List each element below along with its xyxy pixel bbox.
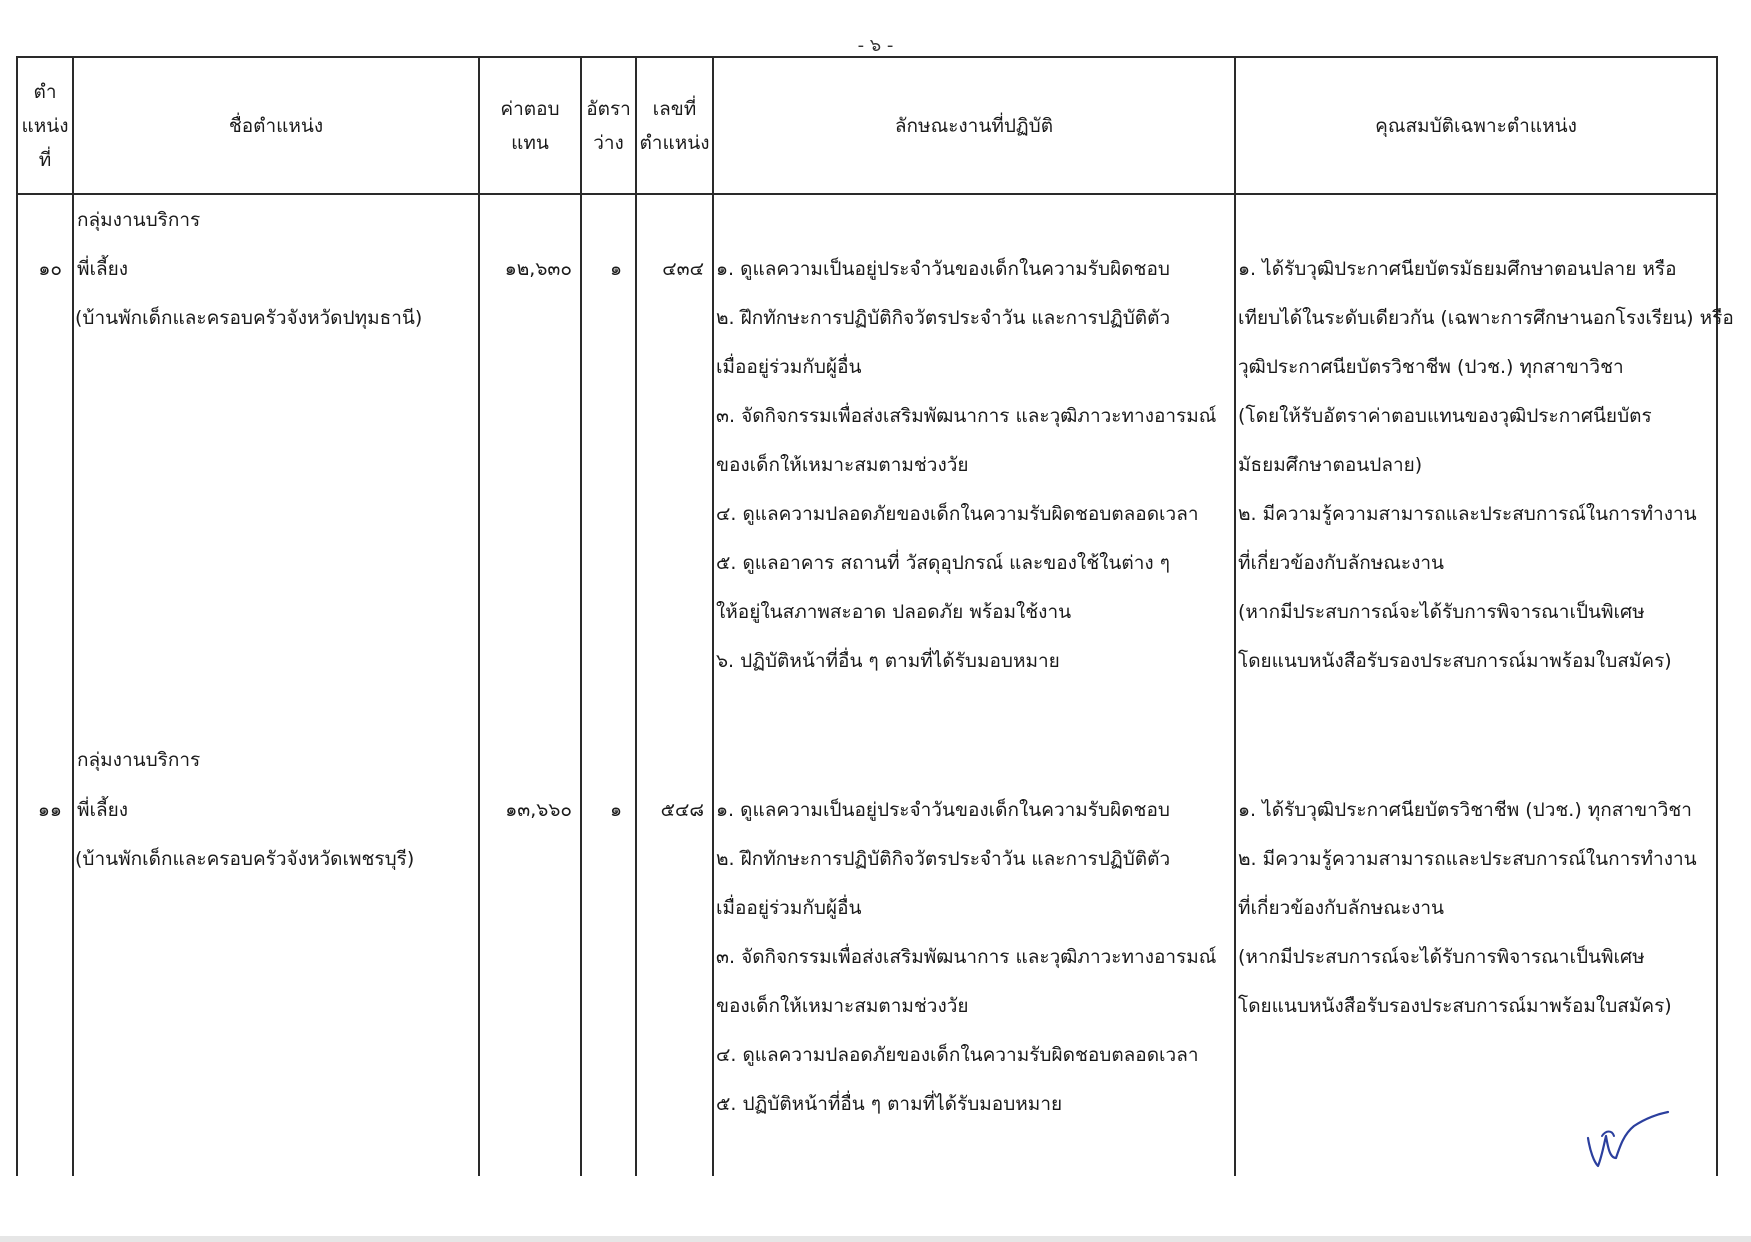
row-2-duty-line: เมื่ออยู่ร่วมกับผู้อื่น (716, 897, 862, 919)
header-position-order-line-2: แหน่ง (21, 114, 69, 137)
header-salary-line-2: แทน (511, 131, 549, 154)
row-1-number: ๑๐ (38, 258, 62, 280)
signature-mark (1580, 1096, 1670, 1176)
header-vacancy-line-1: อัตรา (586, 97, 631, 120)
header-salary-line-1: ค่าตอบ (500, 97, 560, 120)
row-1-qualifications (1238, 245, 1734, 686)
row-2-salary: ๑๓,๖๖๐ (505, 799, 572, 821)
header-qualifications (1236, 58, 1716, 193)
row-1-qualification-line: (หากมีประสบการณ์จะได้รับการพิจารณาเป็นพิเศษ (1238, 601, 1645, 623)
row-1-duties (716, 245, 1216, 686)
header-salary (480, 58, 580, 193)
row-2-qualification-line: ที่เกี่ยวข้องกับลักษณะงาน (1238, 897, 1445, 919)
row-1-qualification-line: ๑. ได้รับวุฒิประกาศนียบัตรมัธยมศึกษาตอนปลาย หรือ (1238, 258, 1677, 280)
row-2-position-number: ๕๔๘ (660, 799, 704, 821)
row-2-number: ๑๑ (37, 799, 62, 821)
row-2-title: พี่เลี้ยง (77, 799, 129, 821)
header-qualifications-text: คุณสมบัติเฉพาะตำแหน่ง (1375, 114, 1577, 137)
header-position-order-line-1: ตำ (33, 80, 57, 103)
row-2-qualification-line: ๑. ได้รับวุฒิประกาศนียบัตรวิชาชีพ (ปวช.) ทุกสาขาวิชา (1238, 799, 1692, 821)
header-position-number (637, 58, 712, 193)
row-2-qualification-line: (หากมีประสบการณ์จะได้รับการพิจารณาเป็นพิเศษ (1238, 946, 1645, 968)
header-vacancy (582, 58, 635, 193)
row-1-qualification-line: ที่เกี่ยวข้องกับลักษณะงาน (1238, 552, 1445, 574)
header-position-name (74, 58, 478, 193)
row-1-duty-line: ๓. จัดกิจกรรมเพื่อส่งเสริมพัฒนาการ และวุฒิภาวะทางอารมณ์ (716, 405, 1217, 427)
row-2-duty-line: ๓. จัดกิจกรรมเพื่อส่งเสริมพัฒนาการ และวุฒิภาวะทางอารมณ์ (716, 946, 1217, 968)
row-1-duty-line: ให้อยู่ในสภาพสะอาด ปลอดภัย พร้อมใช้งาน (716, 601, 1072, 623)
row-1-duty-line: ๑. ดูแลความเป็นอยู่ประจำวันของเด็กในความรับผิดชอบ (716, 258, 1170, 280)
row-1-duty-line: ๕. ดูแลอาคาร สถานที่ วัสดุอุปกรณ์ และของใช้ในต่าง ๆ (716, 552, 1170, 574)
row-1-group: กลุ่มงานบริการ (77, 209, 201, 231)
column-divider (635, 56, 637, 1176)
table-left-border (16, 56, 18, 1176)
column-divider (478, 56, 480, 1176)
row-1-duty-line: ๒. ฝึกทักษะการปฏิบัติกิจวัตรประจำวัน และการปฏิบัติตัว (716, 307, 1171, 329)
row-2-duty-line: ๔. ดูแลความปลอดภัยของเด็กในความรับผิดชอบตลอดเวลา (716, 1044, 1199, 1066)
header-position-order (18, 58, 72, 193)
row-1-title: พี่เลี้ยง (77, 258, 129, 280)
row-1-qualification-line: ๒. มีความรู้ความสามารถและประสบการณ์ในการทำงาน (1238, 503, 1697, 525)
row-1-salary: ๑๒,๖๓๐ (504, 258, 572, 280)
row-1-duty-line: เมื่ออยู่ร่วมกับผู้อื่น (716, 356, 862, 378)
row-2-duty-line: ๑. ดูแลความเป็นอยู่ประจำวันของเด็กในความรับผิดชอบ (716, 799, 1170, 821)
column-divider (580, 56, 582, 1176)
header-duties (714, 58, 1234, 193)
scan-bottom-edge (0, 1236, 1751, 1242)
header-position-name-text: ชื่อตำแหน่ง (228, 114, 324, 137)
header-vacancy-line-2: ว่าง (593, 131, 624, 154)
header-position-number-line-1: เลขที่ (652, 97, 697, 120)
column-divider (712, 56, 714, 1176)
row-1-qualification-line: (โดยให้รับอัตราค่าตอบแทนของวุฒิประกาศนียบัตร (1238, 405, 1652, 427)
header-duties-text: ลักษณะงานที่ปฏิบัติ (894, 114, 1054, 137)
header-position-order-line-3: ที่ (38, 148, 52, 171)
row-2-duty-line: ๒. ฝึกทักษะการปฏิบัติกิจวัตรประจำวัน และการปฏิบัติตัว (716, 848, 1171, 870)
row-1-qualification-line: โดยแนบหนังสือรับรองประสบการณ์มาพร้อมใบสมัคร) (1238, 650, 1672, 672)
row-2-vacancy: ๑ (609, 799, 622, 821)
row-1-qualification-line: มัธยมศึกษาตอนปลาย) (1238, 454, 1423, 476)
row-1-duty-line: ๔. ดูแลความปลอดภัยของเด็กในความรับผิดชอบตลอดเวลา (716, 503, 1199, 525)
row-1-duty-line: ของเด็กให้เหมาะสมตามช่วงวัย (716, 454, 969, 476)
row-1-position-number: ๔๓๔ (662, 258, 704, 280)
row-1-vacancy: ๑ (609, 258, 622, 280)
row-2-duty-line: ๕. ปฏิบัติหน้าที่อื่น ๆ ตามที่ได้รับมอบหมาย (716, 1093, 1063, 1115)
row-2-duties (716, 786, 1216, 1129)
row-2-duty-line: ของเด็กให้เหมาะสมตามช่วงวัย (716, 995, 969, 1017)
page-number: - ๖ - (857, 35, 894, 56)
row-2-group: กลุ่มงานบริการ (77, 749, 201, 771)
column-divider (1234, 56, 1236, 1176)
row-1-unit: (บ้านพักเด็กและครอบครัวจังหวัดปทุมธานี) (75, 307, 423, 329)
row-1-duty-line: ๖. ปฏิบัติหน้าที่อื่น ๆ ตามที่ได้รับมอบหมาย (716, 650, 1060, 672)
row-1-qualification-line: เทียบได้ในระดับเดียวกัน (เฉพาะการศึกษานอกโรงเรียน) หรือ (1238, 307, 1734, 329)
row-2-unit: (บ้านพักเด็กและครอบครัวจังหวัดเพชรบุรี) (75, 848, 415, 870)
column-divider (72, 56, 74, 1176)
header-position-number-line-2: ตำแหน่ง (639, 131, 710, 154)
row-2-qualification-line: โดยแนบหนังสือรับรองประสบการณ์มาพร้อมใบสมัคร) (1238, 995, 1672, 1017)
row-2-qualifications (1238, 786, 1697, 1031)
table-header-divider (16, 193, 1718, 195)
row-1-qualification-line: วุฒิประกาศนียบัตรวิชาชีพ (ปวช.) ทุกสาขาวิชา (1238, 356, 1624, 378)
row-2-qualification-line: ๒. มีความรู้ความสามารถและประสบการณ์ในการทำงาน (1238, 848, 1697, 870)
